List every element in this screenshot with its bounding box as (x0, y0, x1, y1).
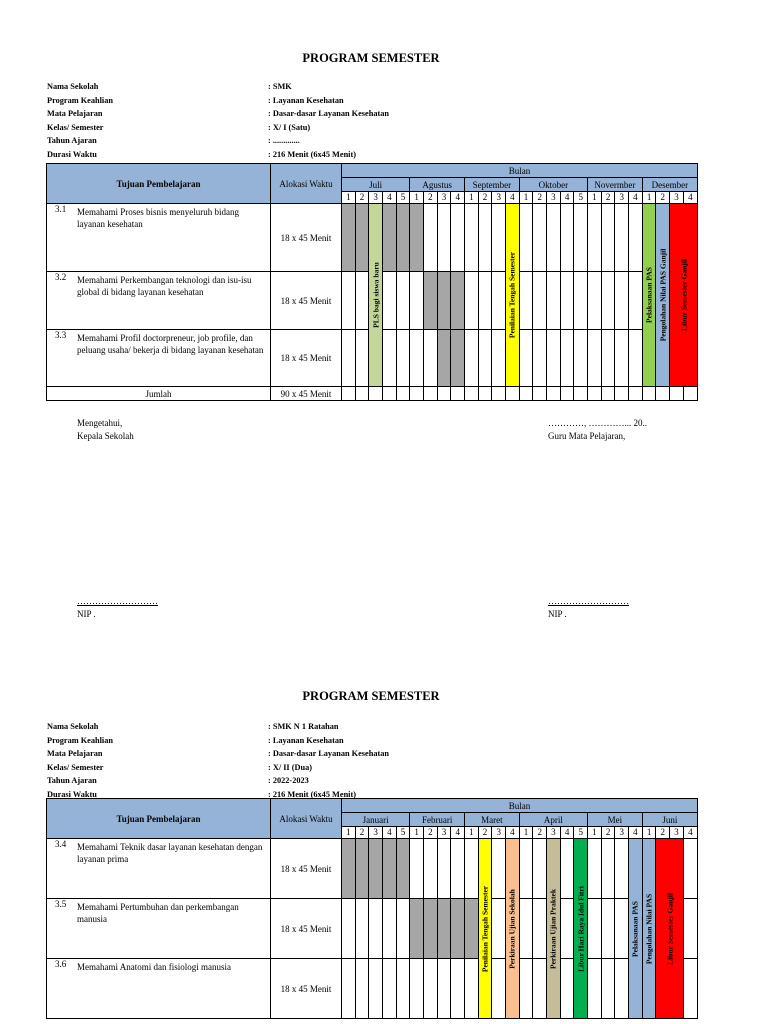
week-number: 1 (410, 192, 424, 204)
week-number: 4 (560, 827, 574, 839)
header-bulan: Bulan (341, 164, 697, 178)
band-label: Perkiraan Ujian Praktek (548, 888, 558, 969)
week-number: 1 (341, 827, 355, 839)
week-number: 5 (574, 192, 588, 204)
month-header: April (519, 813, 587, 827)
month-header: September (465, 178, 520, 192)
meta-label: Program Keahlian (47, 735, 113, 745)
alokasi-value: 18 x 45 Menit (271, 839, 342, 899)
meta-value: : X/ II (Dua) (268, 762, 313, 772)
week-number: 5 (396, 192, 410, 204)
alokasi-value: 18 x 45 Menit (271, 330, 342, 387)
sign-nip: NIP . (548, 609, 567, 619)
week-number: 3 (547, 192, 561, 204)
alokasi-value: 18 x 45 Menit (271, 959, 342, 1019)
band-label: Pelaksanaan PAS (630, 900, 640, 957)
month-header: Desember (642, 178, 697, 192)
band-idul-fitri (574, 839, 588, 1019)
band-label: Perkiraan Ujian Sekolah (507, 888, 517, 969)
band-pls (369, 204, 383, 387)
week-number: 1 (465, 827, 479, 839)
sign-place-date: …………, …………... 20.. (548, 418, 647, 428)
band-label: Penilaian Tengah Semester (507, 251, 517, 339)
objective-text: Memahami Pertumbuhan dan perkembangan manusia (77, 902, 239, 924)
week-number: 2 (533, 827, 547, 839)
band-ujian-praktek (547, 839, 561, 1019)
meta-label: Tahun Ajaran (47, 776, 97, 786)
month-header: Juni (642, 813, 697, 827)
week-number: 3 (437, 827, 451, 839)
week-number: 4 (451, 192, 465, 204)
band-label: PLS bagi siswa baru (371, 262, 381, 328)
meta-value: : ............. (268, 136, 300, 146)
month-header: Februari (410, 813, 465, 827)
week-number: 2 (478, 192, 492, 204)
header-bulan: Bulan (341, 799, 697, 813)
objective-number: 3.6 (55, 959, 67, 969)
meta-value: : 2022-2023 (268, 776, 309, 786)
band-pengolahan (656, 204, 670, 387)
band-ujian-sekolah (506, 839, 520, 1019)
sign-name-line: ……………………… (77, 596, 158, 606)
sign-nip: NIP . (77, 609, 96, 619)
week-number: 3 (670, 827, 684, 839)
week-number: 1 (410, 827, 424, 839)
month-header: Oktober (519, 178, 587, 192)
signature-left-name (77, 595, 158, 621)
week-number: 1 (341, 192, 355, 204)
sign-name-line: ……………………… (548, 596, 629, 606)
meta-label: Program Keahlian (47, 95, 113, 105)
meta-label: Durasi Waktu (47, 789, 97, 799)
week-number: 5 (396, 827, 410, 839)
week-number: 2 (533, 192, 547, 204)
week-number: 4 (683, 827, 697, 839)
week-number: 4 (383, 827, 397, 839)
week-number: 4 (683, 192, 697, 204)
week-number: 1 (642, 192, 656, 204)
doc2-title: PROGRAM SEMESTER (302, 689, 440, 703)
sign-guru: Guru Mata Pelajaran, (548, 431, 626, 441)
meta-value: : SMK (268, 82, 292, 91)
objective-number: 3.4 (55, 839, 67, 849)
signature-right-name (548, 595, 629, 621)
band-pts (506, 204, 520, 387)
week-number: 4 (506, 192, 520, 204)
week-number: 2 (601, 192, 615, 204)
month-header: Mei (588, 813, 643, 827)
meta-value: : 216 Menit (6x45 Menit) (268, 789, 357, 799)
band-label: Penilaian Tengah Semester (480, 885, 490, 972)
band-libur (656, 839, 683, 1019)
doc1-schedule-table (46, 163, 698, 401)
week-number: 3 (492, 192, 506, 204)
meta-label: Nama Sekolah (47, 722, 99, 731)
objective-text: Memahami Profil doctorpreneur, job profile, dan peluang usaha/ bekerja di bidang layanan kesehatan (77, 333, 264, 355)
week-number: 4 (629, 192, 643, 204)
week-number: 2 (424, 827, 438, 839)
week-number: 5 (574, 827, 588, 839)
header-tujuan: Tujuan Pembelajaran (47, 164, 271, 204)
week-number: 3 (615, 827, 629, 839)
band-label: Pengolahan Nilai PAS Ganjil (658, 248, 668, 342)
band-pengolahan (642, 839, 656, 1019)
doc2-schedule-table (46, 798, 698, 1019)
objective-cell (47, 272, 271, 330)
meta-value: : X/ I (Satu) (268, 122, 311, 132)
sign-kepala-sekolah: Kepala Sekolah (77, 431, 134, 441)
band-pts (478, 839, 492, 1019)
meta-value: : Dasar-dasar Layanan Kesehatan (268, 109, 390, 119)
week-number: 4 (629, 827, 643, 839)
week-number: 1 (588, 192, 602, 204)
objective-number: 3.5 (55, 899, 67, 909)
objective-cell (47, 899, 271, 959)
week-number: 4 (383, 192, 397, 204)
meta-value: : SMK N 1 Ratahan (268, 722, 339, 731)
band-pas (629, 839, 643, 1019)
week-number: 3 (437, 192, 451, 204)
week-number: 3 (615, 192, 629, 204)
week-number: 4 (560, 192, 574, 204)
band-label: Libur Semester Ganjil (679, 259, 689, 331)
objective-number: 3.2 (55, 272, 67, 282)
alokasi-value: 18 x 45 Menit (271, 899, 342, 959)
week-number: 3 (547, 827, 561, 839)
week-number: 1 (519, 827, 533, 839)
week-number: 3 (492, 827, 506, 839)
meta-label: Kelas/ Semester (47, 762, 104, 772)
header-alokasi: Alokasi Waktu (271, 164, 342, 204)
week-number: 2 (656, 192, 670, 204)
total-value: 90 x 45 Menit (271, 387, 342, 401)
header-tujuan: Tujuan Pembelajaran (47, 799, 271, 839)
meta-label: Durasi Waktu (47, 149, 97, 159)
doc1-title: PROGRAM SEMESTER (302, 51, 440, 65)
band-label: Libur Semester Ganjil (665, 892, 675, 965)
objective-cell (47, 839, 271, 899)
month-header: Novermber (588, 178, 643, 192)
signature-right (548, 417, 647, 443)
objective-cell (47, 204, 271, 272)
week-number: 2 (656, 827, 670, 839)
month-header: Agustus (410, 178, 465, 192)
header-alokasi: Alokasi Waktu (271, 799, 342, 839)
meta-value: : Layanan Kesehatan (268, 735, 344, 745)
band-pas (642, 204, 656, 387)
alokasi-value: 18 x 45 Menit (271, 204, 342, 272)
week-number: 3 (670, 192, 684, 204)
total-label: Jumlah (47, 387, 271, 401)
meta-label: Nama Sekolah (47, 82, 99, 91)
month-header: Maret (465, 813, 520, 827)
meta-label: Mata Pelajaran (47, 109, 103, 119)
week-number: 1 (588, 827, 602, 839)
meta-label: Mata Pelajaran (47, 749, 103, 759)
week-number: 1 (465, 192, 479, 204)
week-number: 1 (519, 192, 533, 204)
sign-mengetahui: Mengetahui, (77, 418, 123, 428)
week-number: 4 (451, 827, 465, 839)
week-number: 2 (478, 827, 492, 839)
week-number: 1 (642, 827, 656, 839)
week-number: 2 (424, 192, 438, 204)
meta-label: Kelas/ Semester (47, 122, 104, 132)
band-libur (670, 204, 698, 387)
objective-cell (47, 959, 271, 1019)
meta-value: : Layanan Kesehatan (268, 95, 344, 105)
month-header: Juli (341, 178, 409, 192)
week-number: 2 (355, 192, 369, 204)
objective-text: Memahami Teknik dasar layanan kesehatan dengan layanan prima (77, 842, 263, 864)
objective-text: Memahami Perkembangan teknologi dan isu-isu global di bidang layanan kesehatan (77, 275, 252, 297)
week-number: 3 (369, 192, 383, 204)
band-label: Pelaksanaan PAS (644, 267, 654, 323)
objective-number: 3.1 (55, 204, 67, 214)
week-number: 3 (369, 827, 383, 839)
meta-label: Tahun Ajaran (47, 136, 97, 146)
month-header: Januari (341, 813, 409, 827)
band-label: Pengolahan Nilai PAS (644, 893, 654, 964)
objective-number: 3.3 (55, 330, 67, 340)
meta-value: : 216 Menit (6x45 Menit) (268, 149, 357, 159)
objective-text: Memahami Proses bisnis menyeluruh bidang layanan kesehatan (77, 207, 239, 229)
objective-cell (47, 330, 271, 387)
band-label: Libur Hari Raya Idul Fitri (576, 885, 586, 972)
week-number: 4 (506, 827, 520, 839)
meta-value: : Dasar-dasar Layanan Kesehatan (268, 749, 390, 759)
week-number: 2 (601, 827, 615, 839)
signature-left (77, 417, 134, 443)
objective-text: Memahami Anatomi dan fisiologi manusia (77, 962, 231, 972)
alokasi-value: 18 x 45 Menit (271, 272, 342, 330)
week-number: 2 (355, 827, 369, 839)
